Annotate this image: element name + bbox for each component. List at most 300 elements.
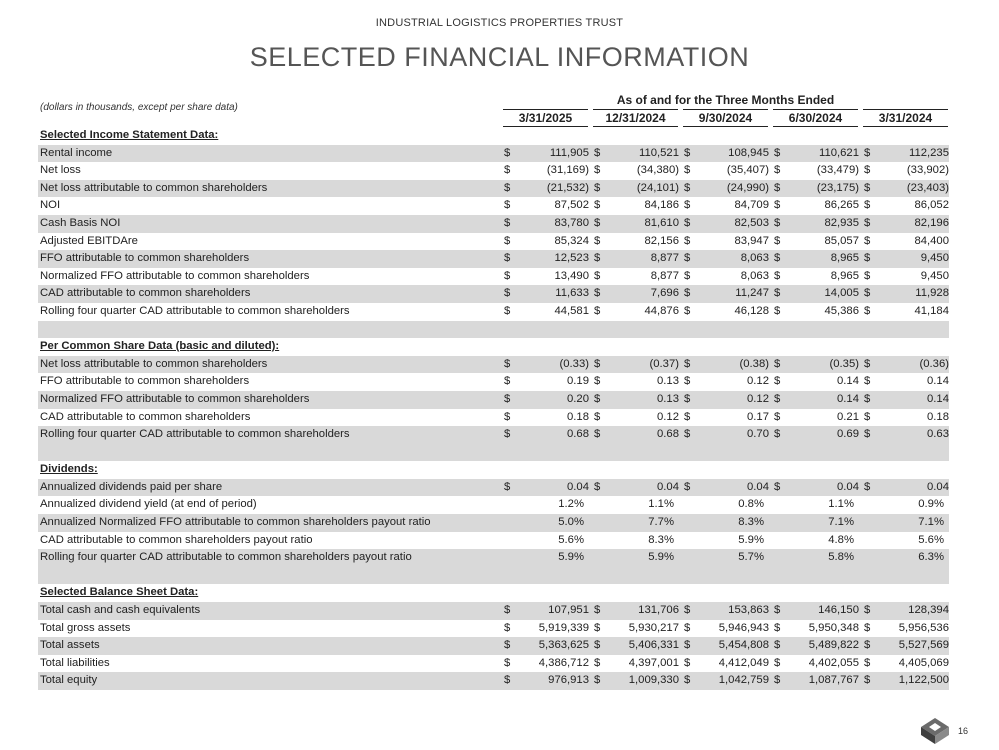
row-label: Annualized Normalized FFO attributable to common shareholders payout ratio <box>40 516 431 529</box>
table-cell <box>684 409 769 427</box>
table-cell: 5.8% <box>828 551 854 564</box>
cell-value: (35,407) <box>726 164 769 177</box>
table-cell <box>684 672 769 690</box>
cell-value: 82,196 <box>914 216 949 229</box>
table-cell <box>504 373 589 391</box>
cell-value: 0.14 <box>837 392 859 405</box>
currency-symbol: $ <box>774 674 781 687</box>
currency-symbol: $ <box>864 146 871 159</box>
table-cell: 7.1% <box>918 516 944 529</box>
table-cell: 1.2% <box>558 498 584 511</box>
currency-symbol: $ <box>864 639 871 652</box>
spacer-row <box>38 567 949 585</box>
cell-value: 1,042,759 <box>718 674 769 687</box>
column-header: 9/30/2024 <box>683 109 768 127</box>
cell-value: 0.68 <box>657 428 679 441</box>
table-cell <box>504 479 589 497</box>
table-row <box>38 620 949 638</box>
currency-symbol: $ <box>864 674 871 687</box>
currency-symbol: $ <box>864 287 871 300</box>
table-cell <box>774 373 859 391</box>
cell-value: 8,877 <box>650 269 679 282</box>
table-row <box>38 479 949 497</box>
row-label: NOI <box>40 199 61 212</box>
cell-value: 5,489,822 <box>808 639 859 652</box>
table-cell <box>504 303 589 321</box>
table-cell <box>684 356 769 374</box>
table-row <box>38 672 949 690</box>
table-row <box>38 637 949 655</box>
cell-value: 8,063 <box>740 269 769 282</box>
currency-symbol: $ <box>684 216 691 229</box>
cell-value: 112,235 <box>909 146 949 159</box>
company-name: INDUSTRIAL LOGISTICS PROPERTIES TRUST <box>375 17 624 29</box>
currency-symbol: $ <box>864 428 871 441</box>
row-label: Total assets <box>40 639 100 652</box>
table-cell <box>594 409 679 427</box>
table-cell <box>684 373 769 391</box>
currency-symbol: $ <box>864 216 871 229</box>
row-label: Total liabilities <box>40 656 110 669</box>
currency-symbol: $ <box>684 181 691 194</box>
currency-symbol: $ <box>594 656 601 669</box>
currency-symbol: $ <box>684 199 691 212</box>
table-row <box>38 356 949 374</box>
section-header-row <box>38 338 949 356</box>
column-header: 12/31/2024 <box>593 109 678 127</box>
cell-value: 0.63 <box>927 428 949 441</box>
currency-symbol: $ <box>594 639 601 652</box>
table-cell <box>684 145 769 163</box>
table-cell <box>504 145 589 163</box>
units-note: (dollars in thousands, except per share data) <box>40 102 238 113</box>
cell-value: 131,706 <box>638 604 679 617</box>
currency-symbol: $ <box>504 199 511 212</box>
table-row <box>38 496 949 514</box>
currency-symbol: $ <box>594 146 601 159</box>
cell-value: 5,956,536 <box>898 621 949 634</box>
table-cell <box>684 233 769 251</box>
table-cell: 5.9% <box>558 551 584 564</box>
row-label: Annualized dividend yield (at end of period) <box>40 498 257 511</box>
cell-value: (0.37) <box>649 357 679 370</box>
cell-value: 5,946,943 <box>718 621 769 634</box>
cell-value: 84,400 <box>914 234 949 247</box>
cell-value: 4,386,712 <box>538 656 589 669</box>
table-cell <box>774 602 859 620</box>
currency-symbol: $ <box>684 639 691 652</box>
row-label: Cash Basis NOI <box>40 216 121 229</box>
currency-symbol: $ <box>504 639 511 652</box>
table-cell <box>504 180 589 198</box>
cell-value: 14,005 <box>824 287 859 300</box>
cell-value: 0.69 <box>837 428 859 441</box>
cell-value: 84,186 <box>644 199 679 212</box>
table-cell <box>774 409 859 427</box>
currency-symbol: $ <box>594 480 601 493</box>
table-cell <box>684 479 769 497</box>
cell-value: 0.12 <box>747 392 769 405</box>
cell-value: 11,247 <box>735 287 769 300</box>
table-row <box>38 514 949 532</box>
cell-value: 13,490 <box>554 269 589 282</box>
currency-symbol: $ <box>504 357 511 370</box>
table-cell <box>504 233 589 251</box>
table-cell <box>684 637 769 655</box>
cell-value: 0.04 <box>657 480 679 493</box>
table-cell <box>774 426 859 444</box>
currency-symbol: $ <box>594 604 601 617</box>
table-cell <box>594 180 679 198</box>
currency-symbol: $ <box>864 199 871 212</box>
column-headers <box>503 109 948 126</box>
cell-value: 46,128 <box>734 304 769 317</box>
currency-symbol: $ <box>594 375 601 388</box>
currency-symbol: $ <box>864 181 871 194</box>
currency-symbol: $ <box>774 357 781 370</box>
table-cell: 5.9% <box>738 533 764 546</box>
cell-value: 5,406,331 <box>628 639 679 652</box>
currency-symbol: $ <box>504 656 511 669</box>
table-row <box>38 549 949 567</box>
cell-value: (33,902) <box>906 164 949 177</box>
cell-value: 82,503 <box>734 216 769 229</box>
table-row <box>38 532 949 550</box>
currency-symbol: $ <box>504 234 511 247</box>
currency-symbol: $ <box>774 428 781 441</box>
currency-symbol: $ <box>594 392 601 405</box>
table-cell <box>774 180 859 198</box>
cell-value: 44,581 <box>554 304 589 317</box>
currency-symbol: $ <box>684 146 691 159</box>
table-row <box>38 391 949 409</box>
cell-value: 0.04 <box>927 480 949 493</box>
table-cell <box>774 215 859 233</box>
cell-value: 45,386 <box>824 304 859 317</box>
currency-symbol: $ <box>774 269 781 282</box>
period-group-header: As of and for the Three Months Ended <box>616 93 835 107</box>
cell-value: 81,610 <box>644 216 679 229</box>
currency-symbol: $ <box>774 252 781 265</box>
table-row <box>38 373 949 391</box>
table-cell <box>504 637 589 655</box>
currency-symbol: $ <box>864 480 871 493</box>
table-cell <box>684 620 769 638</box>
table-cell: 0.9% <box>918 498 944 511</box>
currency-symbol: $ <box>684 304 691 317</box>
table-cell <box>684 285 769 303</box>
currency-symbol: $ <box>864 269 871 282</box>
table-cell <box>864 655 949 673</box>
currency-symbol: $ <box>504 410 511 423</box>
table-cell <box>774 268 859 286</box>
table-cell <box>864 479 949 497</box>
cell-value: 87,502 <box>554 199 589 212</box>
cell-value: 0.21 <box>837 410 859 423</box>
currency-symbol: $ <box>774 287 781 300</box>
table-cell <box>684 303 769 321</box>
table-cell <box>864 180 949 198</box>
table-row <box>38 215 949 233</box>
table-cell <box>504 197 589 215</box>
table-cell <box>594 250 679 268</box>
table-cell <box>864 197 949 215</box>
table-cell <box>864 602 949 620</box>
currency-symbol: $ <box>594 164 601 177</box>
table-row <box>38 162 949 180</box>
table-row <box>38 655 949 673</box>
currency-symbol: $ <box>594 357 601 370</box>
cell-value: 82,156 <box>644 234 679 247</box>
cell-value: 85,057 <box>824 234 859 247</box>
table-cell <box>594 285 679 303</box>
table-row <box>38 233 949 251</box>
currency-symbol: $ <box>504 252 511 265</box>
table-cell <box>864 285 949 303</box>
cell-value: 12,523 <box>554 252 589 265</box>
currency-symbol: $ <box>504 392 511 405</box>
table-row <box>38 426 949 444</box>
row-label: Total equity <box>40 674 98 687</box>
currency-symbol: $ <box>774 604 781 617</box>
table-cell <box>774 250 859 268</box>
table-cell <box>774 162 859 180</box>
row-label: Normalized FFO attributable to common shareholders <box>40 392 310 405</box>
column-header: 3/31/2024 <box>863 109 948 127</box>
table-cell <box>594 162 679 180</box>
section-header-row <box>38 461 949 479</box>
currency-symbol: $ <box>504 604 511 617</box>
currency-symbol: $ <box>504 269 511 282</box>
row-label: Total cash and cash equivalents <box>40 604 201 617</box>
section-title: Selected Income Statement Data: <box>40 129 219 141</box>
row-label: Net loss attributable to common shareholders <box>40 357 268 370</box>
currency-symbol: $ <box>774 234 781 247</box>
cell-value: (0.35) <box>829 357 859 370</box>
cell-value: 8,063 <box>740 252 769 265</box>
table-row <box>38 197 949 215</box>
row-label: CAD attributable to common shareholders <box>40 410 251 423</box>
row-label: FFO attributable to common shareholders <box>40 375 250 388</box>
cell-value: 86,265 <box>824 199 859 212</box>
section-header-row <box>38 584 949 602</box>
cell-value: 0.18 <box>927 410 949 423</box>
cell-value: (23,175) <box>816 181 859 194</box>
currency-symbol: $ <box>684 269 691 282</box>
cell-value: 1,009,330 <box>628 674 679 687</box>
row-label: Total gross assets <box>40 621 131 634</box>
cell-value: 1,122,500 <box>898 674 949 687</box>
table-cell: 8.3% <box>738 516 764 529</box>
table-cell <box>684 250 769 268</box>
currency-symbol: $ <box>504 216 511 229</box>
table-cell <box>864 162 949 180</box>
currency-symbol: $ <box>864 604 871 617</box>
currency-symbol: $ <box>504 621 511 634</box>
cell-value: 108,945 <box>728 146 769 159</box>
currency-symbol: $ <box>684 656 691 669</box>
table-cell <box>594 373 679 391</box>
cell-value: 5,950,348 <box>808 621 859 634</box>
table-cell <box>864 268 949 286</box>
currency-symbol: $ <box>684 252 691 265</box>
currency-symbol: $ <box>504 375 511 388</box>
spacer-row <box>38 321 949 339</box>
table-cell <box>594 197 679 215</box>
table-cell <box>684 215 769 233</box>
table-cell <box>594 215 679 233</box>
cell-value: 5,930,217 <box>628 621 679 634</box>
currency-symbol: $ <box>864 375 871 388</box>
table-cell: 5.7% <box>738 551 764 564</box>
cell-value: 146,150 <box>818 604 859 617</box>
currency-symbol: $ <box>684 604 691 617</box>
table-cell <box>774 303 859 321</box>
table-cell <box>684 162 769 180</box>
table-cell: 1.1% <box>828 498 854 511</box>
currency-symbol: $ <box>864 164 871 177</box>
table-cell <box>504 602 589 620</box>
currency-symbol: $ <box>864 410 871 423</box>
currency-symbol: $ <box>594 216 601 229</box>
table-cell <box>864 145 949 163</box>
spacer-row <box>38 444 949 462</box>
currency-symbol: $ <box>774 304 781 317</box>
table-cell <box>864 620 949 638</box>
row-label: CAD attributable to common shareholders <box>40 287 251 300</box>
table-cell <box>864 233 949 251</box>
currency-symbol: $ <box>684 428 691 441</box>
cell-value: 7,696 <box>650 287 679 300</box>
row-label: Net loss <box>40 164 81 177</box>
row-label: Rental income <box>40 146 113 159</box>
row-label: Annualized dividends paid per share <box>40 480 223 493</box>
currency-symbol: $ <box>594 269 601 282</box>
section-title: Dividends: <box>40 463 98 476</box>
currency-symbol: $ <box>594 304 601 317</box>
table-cell <box>504 250 589 268</box>
table-row <box>38 303 949 321</box>
cell-value: (21,532) <box>546 181 589 194</box>
table-cell <box>684 655 769 673</box>
row-label: Net loss attributable to common shareholders <box>40 181 268 194</box>
currency-symbol: $ <box>864 234 871 247</box>
currency-symbol: $ <box>504 428 511 441</box>
cell-value: 0.12 <box>747 375 769 388</box>
table-cell <box>504 356 589 374</box>
table-cell <box>504 426 589 444</box>
cell-value: 82,935 <box>824 216 859 229</box>
currency-symbol: $ <box>504 674 511 687</box>
table-cell <box>864 250 949 268</box>
currency-symbol: $ <box>864 304 871 317</box>
cell-value: 83,947 <box>734 234 769 247</box>
cell-value: 0.13 <box>657 375 679 388</box>
table-row <box>38 180 949 198</box>
table-cell <box>684 426 769 444</box>
cell-value: 9,450 <box>920 252 949 265</box>
currency-symbol: $ <box>774 480 781 493</box>
currency-symbol: $ <box>864 621 871 634</box>
table-cell <box>774 655 859 673</box>
currency-symbol: $ <box>504 146 511 159</box>
cell-value: (24,101) <box>636 181 679 194</box>
cell-value: (0.38) <box>739 357 769 370</box>
table-cell <box>864 409 949 427</box>
cell-value: 5,363,625 <box>538 639 589 652</box>
section-title: Selected Balance Sheet Data: <box>40 586 199 599</box>
table-cell: 5.6% <box>918 533 944 546</box>
table-cell <box>504 162 589 180</box>
currency-symbol: $ <box>504 287 511 300</box>
table-cell: 7.7% <box>648 516 674 529</box>
row-label: Rolling four quarter CAD attributable to common shareholders payout ratio <box>40 551 412 564</box>
currency-symbol: $ <box>774 181 781 194</box>
cell-value: 0.68 <box>567 428 589 441</box>
table-cell <box>504 409 589 427</box>
section-title: Per Common Share Data (basic and diluted): <box>40 340 280 353</box>
table-cell: 5.0% <box>558 516 584 529</box>
cell-value: (31,169) <box>546 164 589 177</box>
table-cell <box>864 426 949 444</box>
cell-value: 0.70 <box>747 428 769 441</box>
table-cell <box>594 303 679 321</box>
cell-value: 128,394 <box>908 604 949 617</box>
table-cell <box>774 620 859 638</box>
cell-value: 8,965 <box>830 269 859 282</box>
currency-symbol: $ <box>774 199 781 212</box>
table-cell <box>504 620 589 638</box>
cell-value: 9,450 <box>920 269 949 282</box>
table-cell: 5.6% <box>558 533 584 546</box>
cell-value: 111,905 <box>549 146 589 159</box>
cell-value: 85,324 <box>554 234 589 247</box>
table-cell <box>594 602 679 620</box>
table-cell <box>504 391 589 409</box>
currency-symbol: $ <box>684 392 691 405</box>
currency-symbol: $ <box>774 410 781 423</box>
table-cell: 7.1% <box>828 516 854 529</box>
table-cell <box>774 145 859 163</box>
table-cell <box>774 356 859 374</box>
page-title: SELECTED FINANCIAL INFORMATION <box>249 42 750 72</box>
table-cell: 4.8% <box>828 533 854 546</box>
cell-value: 11,633 <box>555 287 589 300</box>
table-cell: 0.8% <box>738 498 764 511</box>
table-cell: 6.3% <box>918 551 944 564</box>
row-label: Normalized FFO attributable to common shareholders <box>40 269 310 282</box>
company-logo-icon <box>919 716 951 746</box>
currency-symbol: $ <box>684 234 691 247</box>
table-cell <box>774 285 859 303</box>
currency-symbol: $ <box>864 357 871 370</box>
page-number: 16 <box>958 726 969 736</box>
table-cell <box>684 602 769 620</box>
cell-value: 8,877 <box>650 252 679 265</box>
cell-value: 5,527,569 <box>898 639 949 652</box>
table-cell <box>684 180 769 198</box>
currency-symbol: $ <box>774 216 781 229</box>
cell-value: 107,951 <box>548 604 589 617</box>
cell-value: 0.18 <box>567 410 589 423</box>
cell-value: 4,412,049 <box>718 656 769 669</box>
cell-value: (0.33) <box>559 357 589 370</box>
row-label: Rolling four quarter CAD attributable to common shareholders <box>40 304 350 317</box>
cell-value: 5,919,339 <box>538 621 589 634</box>
cell-value: (24,990) <box>726 181 769 194</box>
currency-symbol: $ <box>504 304 511 317</box>
currency-symbol: $ <box>684 357 691 370</box>
